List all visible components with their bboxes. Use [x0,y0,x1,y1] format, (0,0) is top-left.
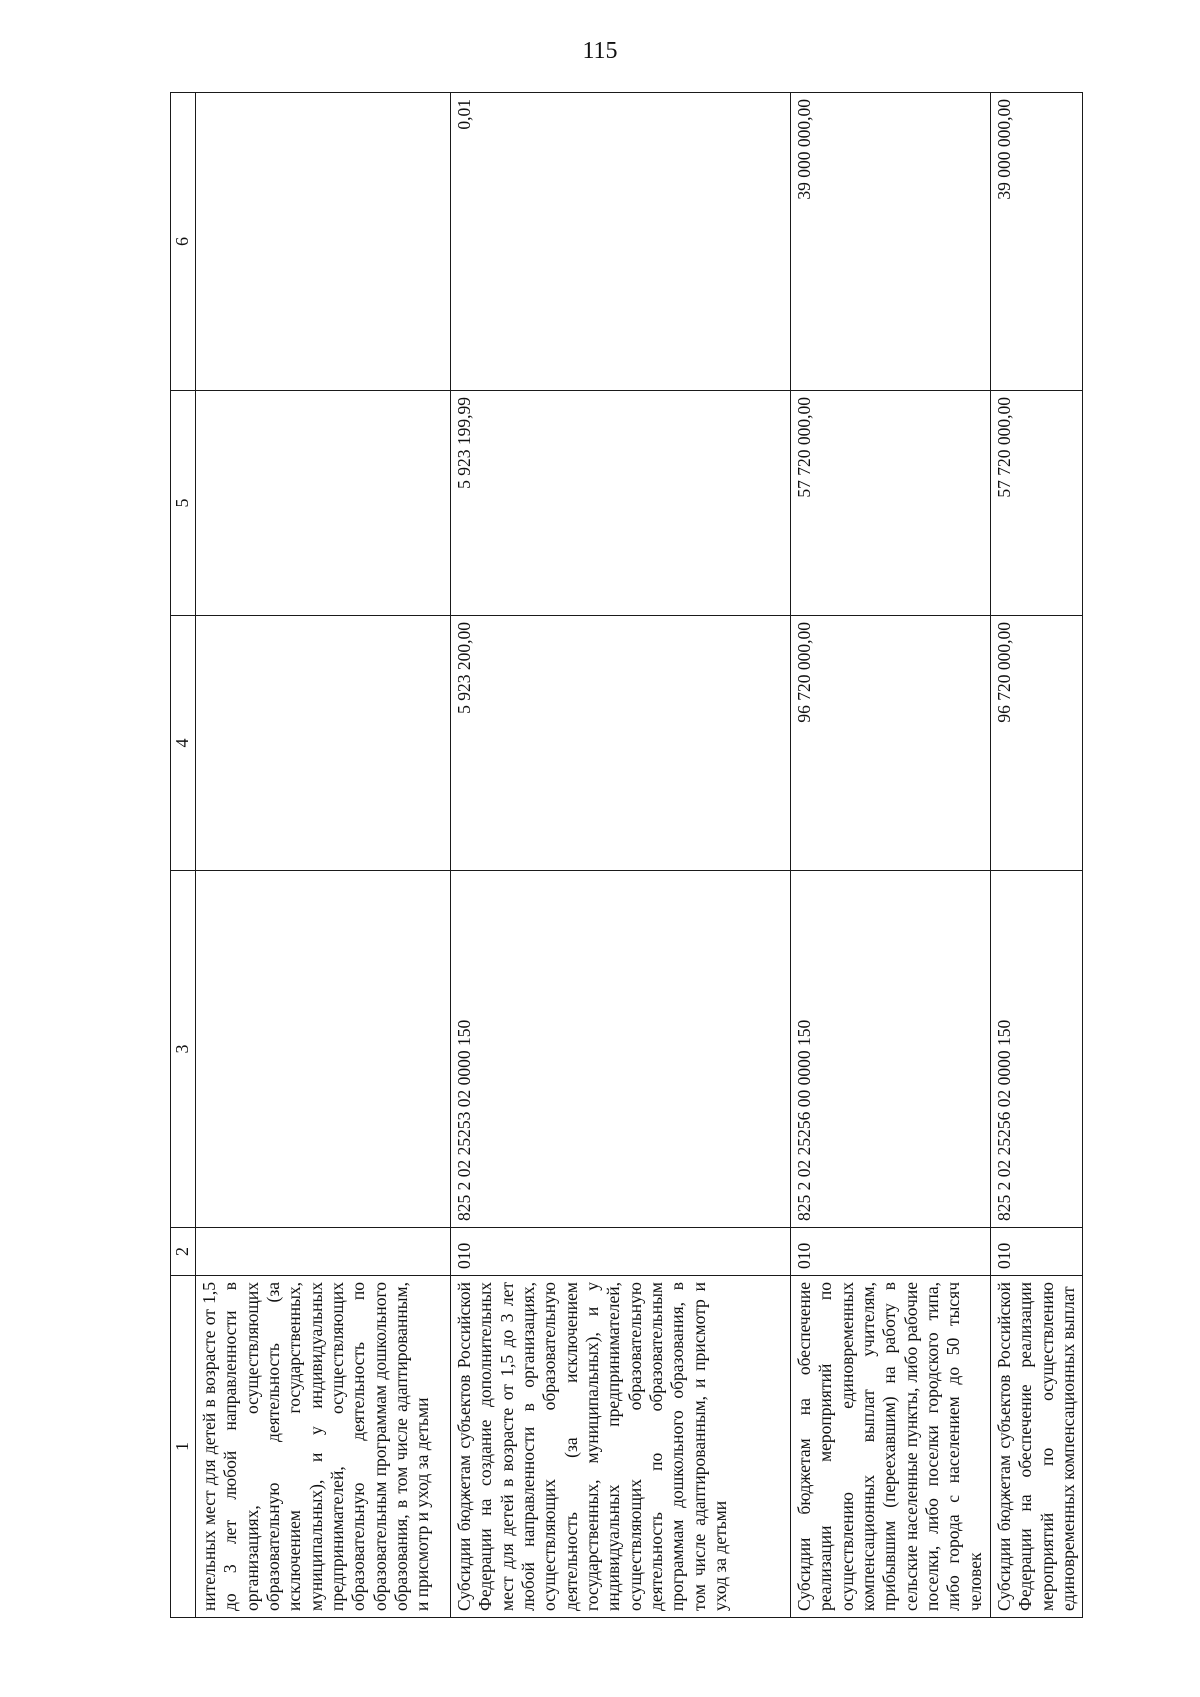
row-description: Субсидии бюджетам субъектов Российской Федерации на создание дополнительных мест для детей в возрасте от 1,5 до 3 лет любой направленности в организациях, осуществляющих образовательную деятельность (за исключением государственных, муниципальных), и у индивидуальных предпринимателей, осуществляющих образовательную деятельность по образовательным программам дошкольного образования, в том числе адаптированным, и присмотр и уход за детьми [451,1276,791,1618]
row-admin-code: 010 [991,1228,1083,1276]
row-admin-code [196,1228,451,1276]
row-admin-code: 010 [451,1228,791,1276]
header-col-1: 1 [171,1276,196,1618]
row-classification-code: 825 2 02 25253 02 0000 150 [451,871,791,1228]
header-col-5: 5 [171,391,196,616]
row-amount-col6: 0,01 [451,93,791,391]
table-row [791,93,991,1618]
table-row [196,93,451,1618]
row-amount-col5: 57 720 000,00 [791,391,991,616]
row-admin-code: 010 [791,1228,991,1276]
row-description: Субсидии бюджетам субъектов Российской Федерации на обеспечение реализации мероприятий по осуществлению единовременных компенсационных выплат [991,1276,1083,1618]
row-description: Субсидии бюджетам на обеспечение реализации мероприятий по осуществлению единовременных компенсационных выплат учителям, прибывшим (переехавшим) на работу в сельские населенные пункты, либо рабочие поселки, либо поселки городского типа, либо города с населением до 50 тысяч человек [791,1276,991,1618]
row-amount-col6: 39 000 000,00 [991,93,1083,391]
row-amount-col4: 96 720 000,00 [991,616,1083,871]
header-col-6: 6 [171,93,196,391]
row-classification-code: 825 2 02 25256 02 0000 150 [991,871,1083,1228]
header-col-2: 2 [171,1228,196,1276]
rotated-table-container [170,93,1079,1618]
row-amount-col5: 57 720 000,00 [991,391,1083,616]
header-col-4: 4 [171,616,196,871]
row-amount-col4: 96 720 000,00 [791,616,991,871]
row-classification-code: 825 2 02 25256 00 0000 150 [791,871,991,1228]
row-amount-col6 [196,93,451,391]
table-header-row [171,93,196,1618]
table-row [451,93,791,1618]
row-amount-col5 [196,391,451,616]
row-classification-code [196,871,451,1228]
page-number: 115 [582,38,618,64]
budget-table [170,92,1083,1618]
row-amount-col4 [196,616,451,871]
row-description: нительных мест для детей в возрасте от 1,5 до 3 лет любой направленности в организациях, осуществляющих образовательную деятельность (за исключением государственных, муниципальных), и у индивидуальных предпринимателей, осуществляющих образовательную деятельность по образовательным программам дошкольного образования, в том числе адаптированным, и присмотр и уход за детьми [196,1276,451,1618]
row-amount-col5: 5 923 199,99 [451,391,791,616]
table-row [991,93,1083,1618]
header-col-3: 3 [171,871,196,1228]
row-amount-col6: 39 000 000,00 [791,93,991,391]
row-amount-col4: 5 923 200,00 [451,616,791,871]
